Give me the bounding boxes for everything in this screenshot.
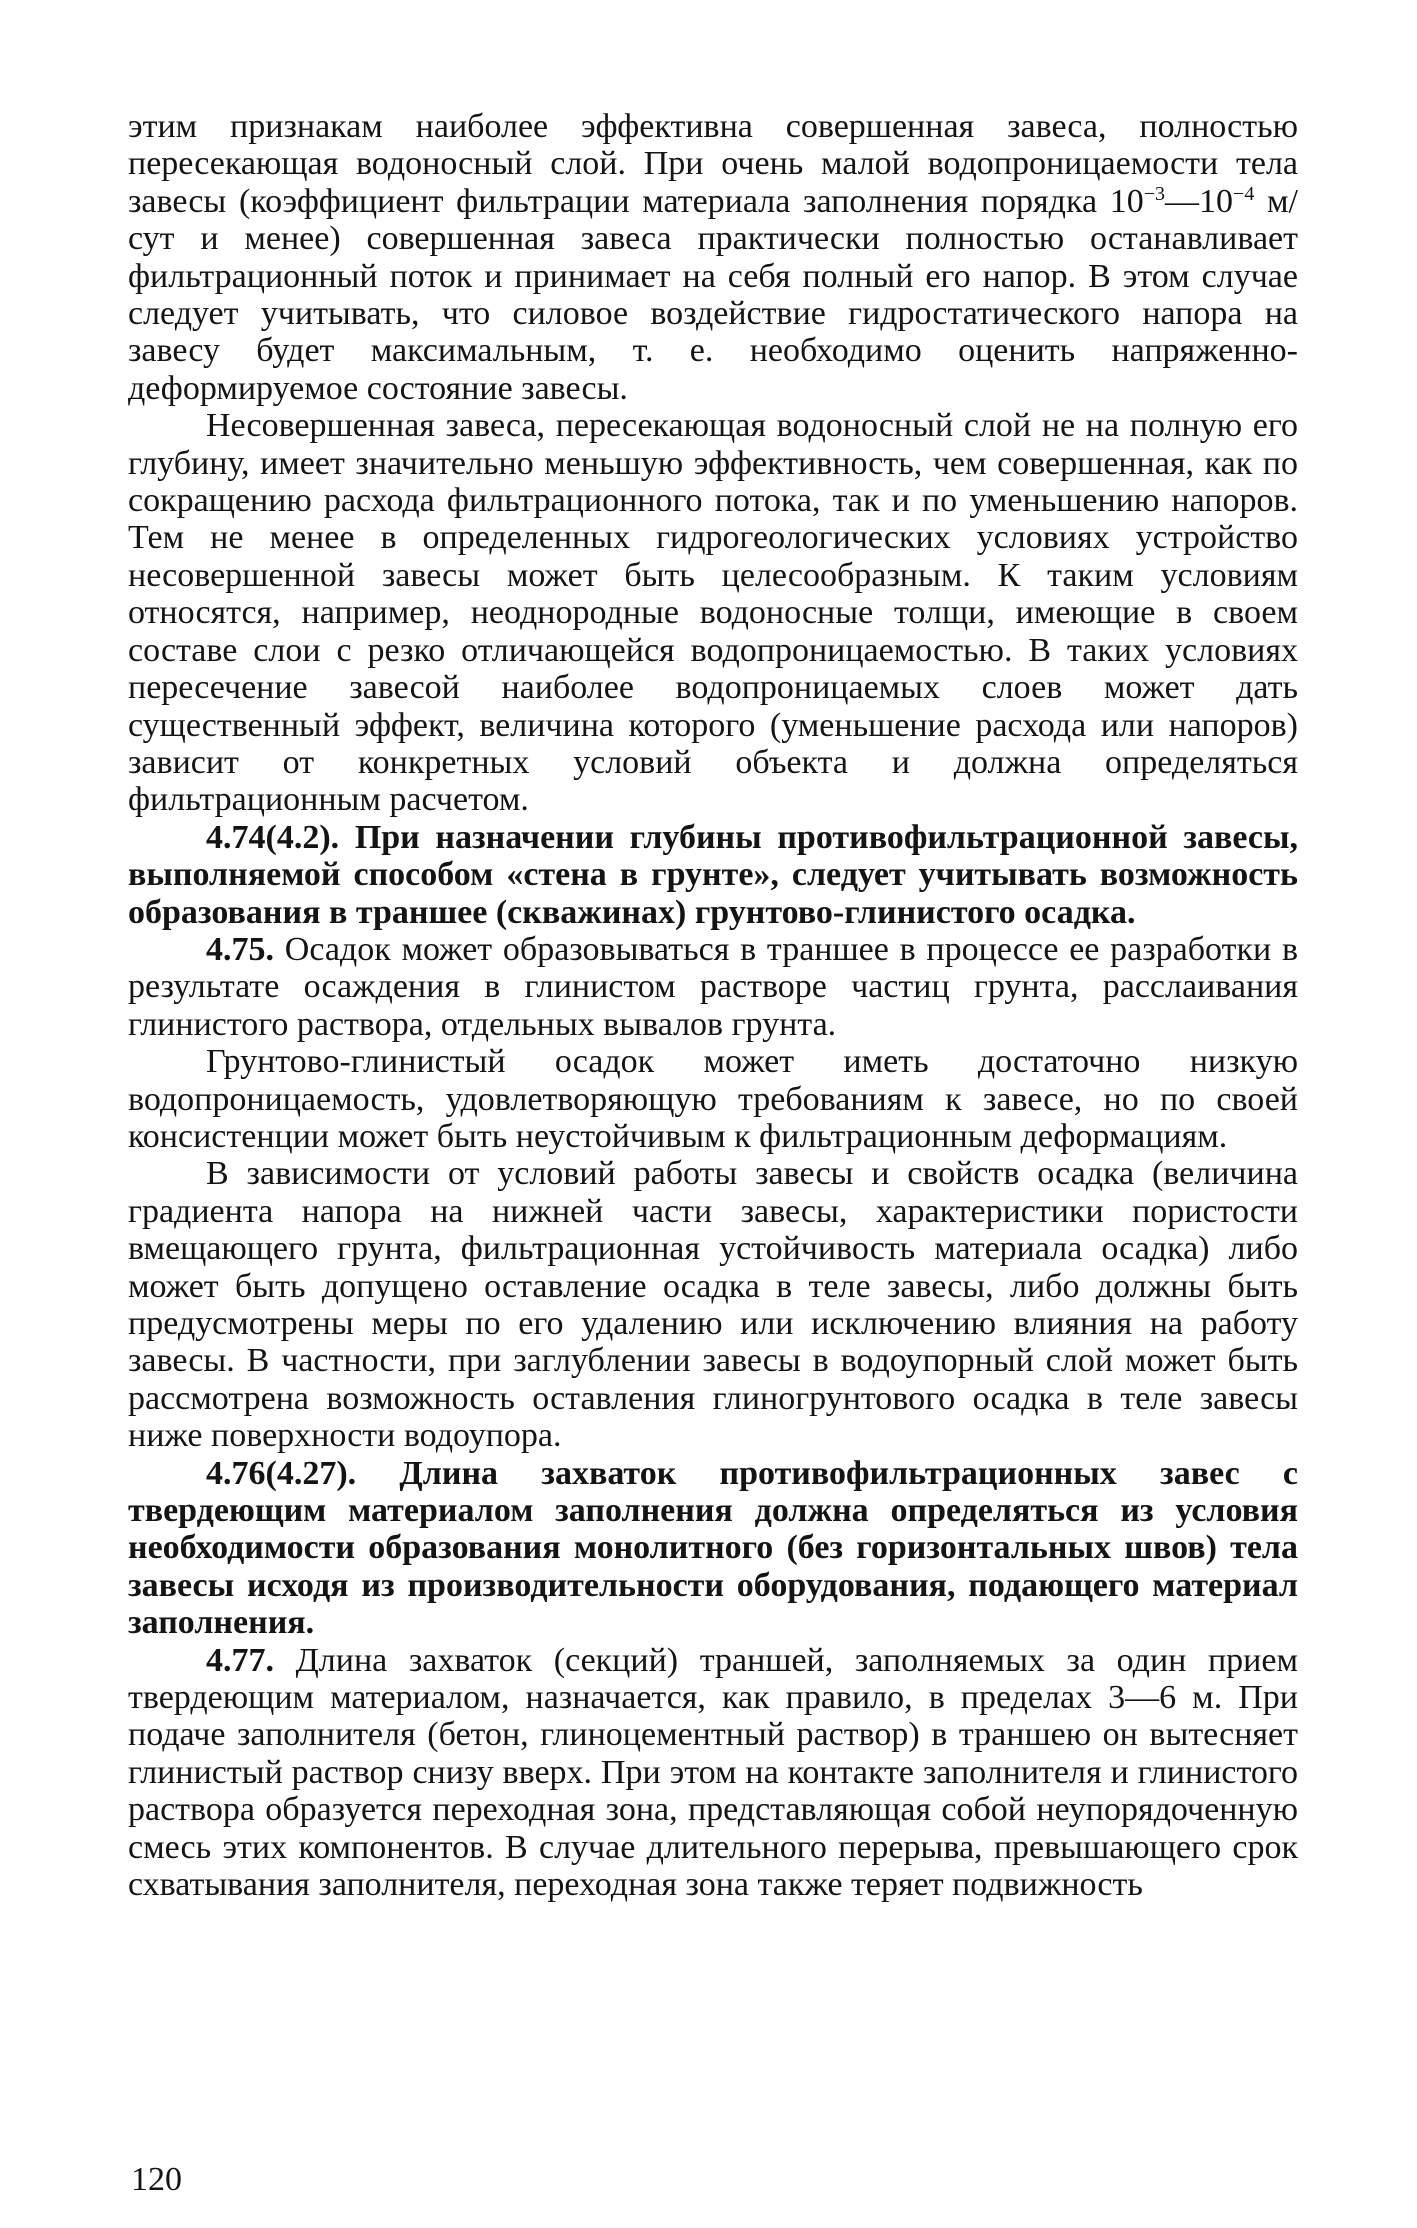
clause-4-75 bbox=[128, 931, 1298, 1043]
paragraph bbox=[128, 1155, 1298, 1454]
paragraph bbox=[128, 407, 1298, 818]
clause-4-76 bbox=[128, 1455, 1298, 1642]
paragraph-continuation bbox=[128, 108, 1298, 407]
paragraph-text: Несовершенная завеса, пересекающая водоносный слой не на полную его глубину, имеет значительно меньшую эффективность, чем совершенная, как по сокращению расхода фильтрационного потока, так и по уменьшению напоров. Тем не менее в определенных гидрогеологических условиях устройство несовершенной завесы может быть целесообразным. К таким условиям относятся, например, неоднородные водоносные толщи, имеющие в своем составе слои с резко отличающейся водопроницаемостью. В таких условиях пересечение завесой наиболее водопроницаемых слоев может дать существенный эффект, величина которого (уменьшение расхода или напоров) зависит от конкретных условий объекта и должна определяться фильтрационным расчетом. bbox=[128, 407, 1298, 819]
paragraph-text: м/сут и менее) совершенная завеса практически полностью останавливает фильтрационный поток и принимает на себя полный его напор. В этом случае следует учитывать, что силовое воздействие гидростатического напора на завесу будет максимальным, т. е. необходимо оценить напряженно-деформируемое состояние завесы. bbox=[128, 182, 1298, 407]
clause-4-77 bbox=[128, 1642, 1298, 1904]
clause-text: Длина захваток (секций) траншей, заполняемых за один прием твердеющим материалом, назначается, как правило, в пределах 3—6 м. При подаче заполнителя (бетон, глиноцементный раствор) в траншею он вытесняет глинистый раствор снизу вверх. При этом на контакте заполнителя и глинистого раствора образуется переходная зона, представляющая собой неупорядоченную смесь этих компонентов. В случае длительного перерыва, превышающего срок схватывания заполнителя, переходная зона также теряет подвижность bbox=[128, 1641, 1298, 1904]
clause-text: Длина захваток противофильтрационных завес с твердеющим материалом заполнения должна определяться из условия необходимости образования монолитного (без горизонтальных швов) тела завесы исходя из производительности оборудования, подающего материал заполнения. bbox=[128, 1454, 1298, 1642]
clause-number: 4.77. bbox=[206, 1641, 274, 1679]
clause-number: 4.74(4.2). bbox=[206, 818, 340, 856]
paragraph-text: этим признакам наиболее эффективна совершенная завеса, полностью пересекающая водоносный слой. При очень малой водопроницаемости тела завесы (коэффициент фильтрации материала заполнения порядка 10 bbox=[128, 108, 1298, 220]
clause-number: 4.76(4.27). bbox=[206, 1454, 357, 1492]
paragraph-text: В зависимости от условий работы завесы и свойств осадка (величина градиента напора на нижней части завесы, характеристики пористости вмещающего грунта, фильтрационная устойчивость материала осадка) либо может быть допущено оставление осадка в теле завесы, либо должны быть предусмотрены меры по его удалению или исключению влияния на работу завесы. В частности, при заглублении завесы в водоупорный слой может быть рассмотрена возможность оставления глиногрунтового осадка в теле завесы ниже поверхности водоупора. bbox=[128, 1155, 1298, 1455]
paragraph-text: Грунтово-глинистый осадок может иметь достаточно низкую водопроницаемость, удовлетворяющую требованиям к завесе, но по своей консистенции может быть неустойчивым к фильтрационным деформациям. bbox=[128, 1043, 1298, 1155]
clause-text: Осадок может образовываться в траншее в процессе ее разработки в результате осаждения в глинистом растворе частиц грунта, расслаивания глинистого раствора, отдельных вывалов грунта. bbox=[128, 930, 1298, 1043]
page-body bbox=[128, 108, 1298, 1904]
clause-number: 4.75. bbox=[206, 930, 274, 968]
page-number: 120 bbox=[131, 2161, 182, 2198]
clause-text: При назначении глубины противофильтрационной завесы, выполняемой способом «стена в грунте», следует учитывать возможность образования в траншее (скважинах) грунтово-глинистого осадка. bbox=[128, 818, 1298, 931]
exponent: −4 bbox=[1233, 182, 1255, 205]
paragraph-text: —10 bbox=[1165, 182, 1234, 220]
paragraph bbox=[128, 1043, 1298, 1155]
exponent: −3 bbox=[1143, 182, 1166, 205]
clause-4-74 bbox=[128, 819, 1298, 931]
